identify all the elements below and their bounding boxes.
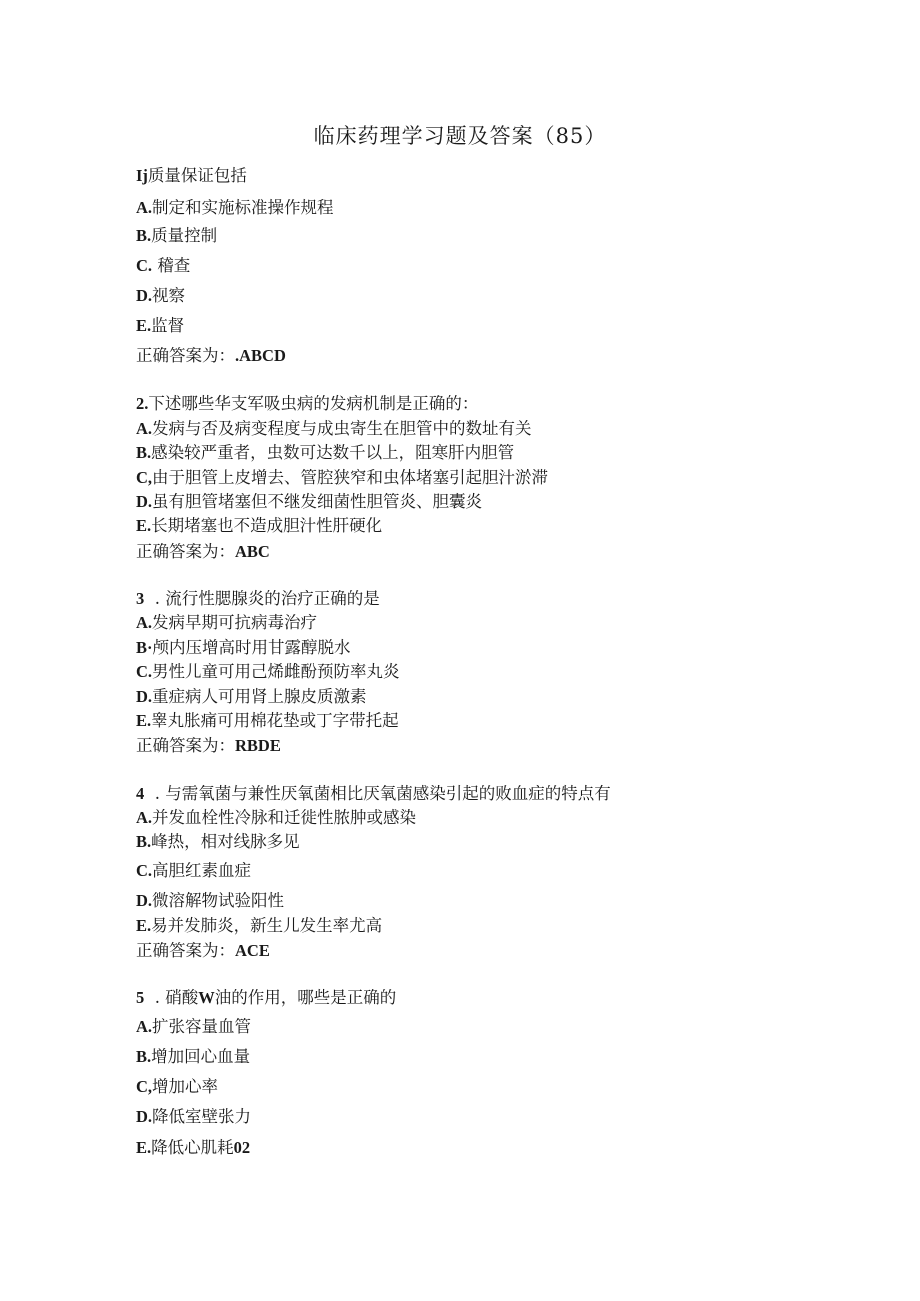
option-e: E.监督 xyxy=(136,316,185,335)
option-c: C.男性儿童可用己烯雌酚预防率丸炎 xyxy=(136,662,400,681)
answer-value: ABC xyxy=(235,542,270,561)
option-a: A.扩张容量血管 xyxy=(136,1017,252,1036)
option-b: B·颅内压增高时用甘露醇脱水 xyxy=(136,638,351,657)
question-2-stem xyxy=(136,394,478,414)
question-1-stem xyxy=(136,166,247,186)
option-a: A.发病与否及病变程度与成虫寄生在胆管中的数址有关 xyxy=(136,419,532,438)
option-a: A.并发血栓性冷脉和迁徙性脓肿或感染 xyxy=(136,808,417,827)
answer-line: 正确答案为：ABC xyxy=(136,542,270,561)
option-b: B.增加回心血量 xyxy=(136,1047,251,1066)
page-title: 临床药理学习题及答案（85） xyxy=(313,124,607,148)
option-d: D.视察 xyxy=(136,286,186,305)
option-e: E.长期堵塞也不造成胆汁性肝硬化 xyxy=(136,516,383,535)
question-text: 下述哪些华支军吸虫病的发病机制是正确的： xyxy=(148,394,479,413)
option-e: E.降低心肌耗02 xyxy=(136,1138,251,1157)
option-d: D.重症病人可用肾上腺皮质激素 xyxy=(136,687,367,706)
question-3-stem xyxy=(136,589,380,609)
question-number: 2. xyxy=(136,394,149,413)
option-c: C,增加心率 xyxy=(136,1077,219,1096)
question-number: 5 xyxy=(136,988,145,1007)
option-d: D.降低室壁张力 xyxy=(136,1107,252,1126)
answer-line: 正确答案为：RBDE xyxy=(136,736,281,755)
option-b: B.感染较严重者，虫数可达数千以上，阻寒肝内胆管 xyxy=(136,443,515,462)
option-a: A.制定和实施标准操作规程 xyxy=(136,198,334,217)
question-number: 3 xyxy=(136,589,145,608)
question-4-stem xyxy=(136,784,611,804)
option-c: C,由于胆管上皮增去、管腔狭窄和虫体堵塞引起胆汁淤滞 xyxy=(136,468,549,487)
answer-value: ACE xyxy=(235,941,270,960)
answer-value: .ABCD xyxy=(235,346,286,365)
option-c: C.高胆红素血症 xyxy=(136,861,252,880)
option-e: E.睾丸胀痛可用棉花垫或丁字带托起 xyxy=(136,711,399,730)
question-text: 质量保证包括 xyxy=(147,166,247,185)
question-5-stem: 5 . 硝酸W油的作用，哪些是正确的 xyxy=(136,988,397,1007)
question-text: . 与需氧菌与兼性厌氧菌相比厌氧菌感染引起的败血症的特点有 xyxy=(144,784,611,803)
option-d: D.微溶解物试验阳性 xyxy=(136,891,285,910)
answer-line: 正确答案为：ACE xyxy=(136,941,270,960)
question-number: Ij xyxy=(136,166,148,185)
answer-line: 正确答案为：.ABCD xyxy=(136,346,286,365)
option-b: B.质量控制 xyxy=(136,226,218,245)
question-text: . 流行性腮腺炎的治疗正确的是 xyxy=(144,589,380,608)
answer-value: RBDE xyxy=(235,736,281,755)
option-a: A.发病早期可抗病毒治疗 xyxy=(136,613,318,632)
option-e: E.易并发肺炎，新生儿发生率尤高 xyxy=(136,916,383,935)
option-c: C. 稽查 xyxy=(136,256,191,275)
option-b: B.峰热，相对线脉多见 xyxy=(136,832,300,851)
question-number: 4 xyxy=(136,784,145,803)
option-d: D.虽有胆管堵塞但不继发细菌性胆管炎、胆囊炎 xyxy=(136,492,483,511)
